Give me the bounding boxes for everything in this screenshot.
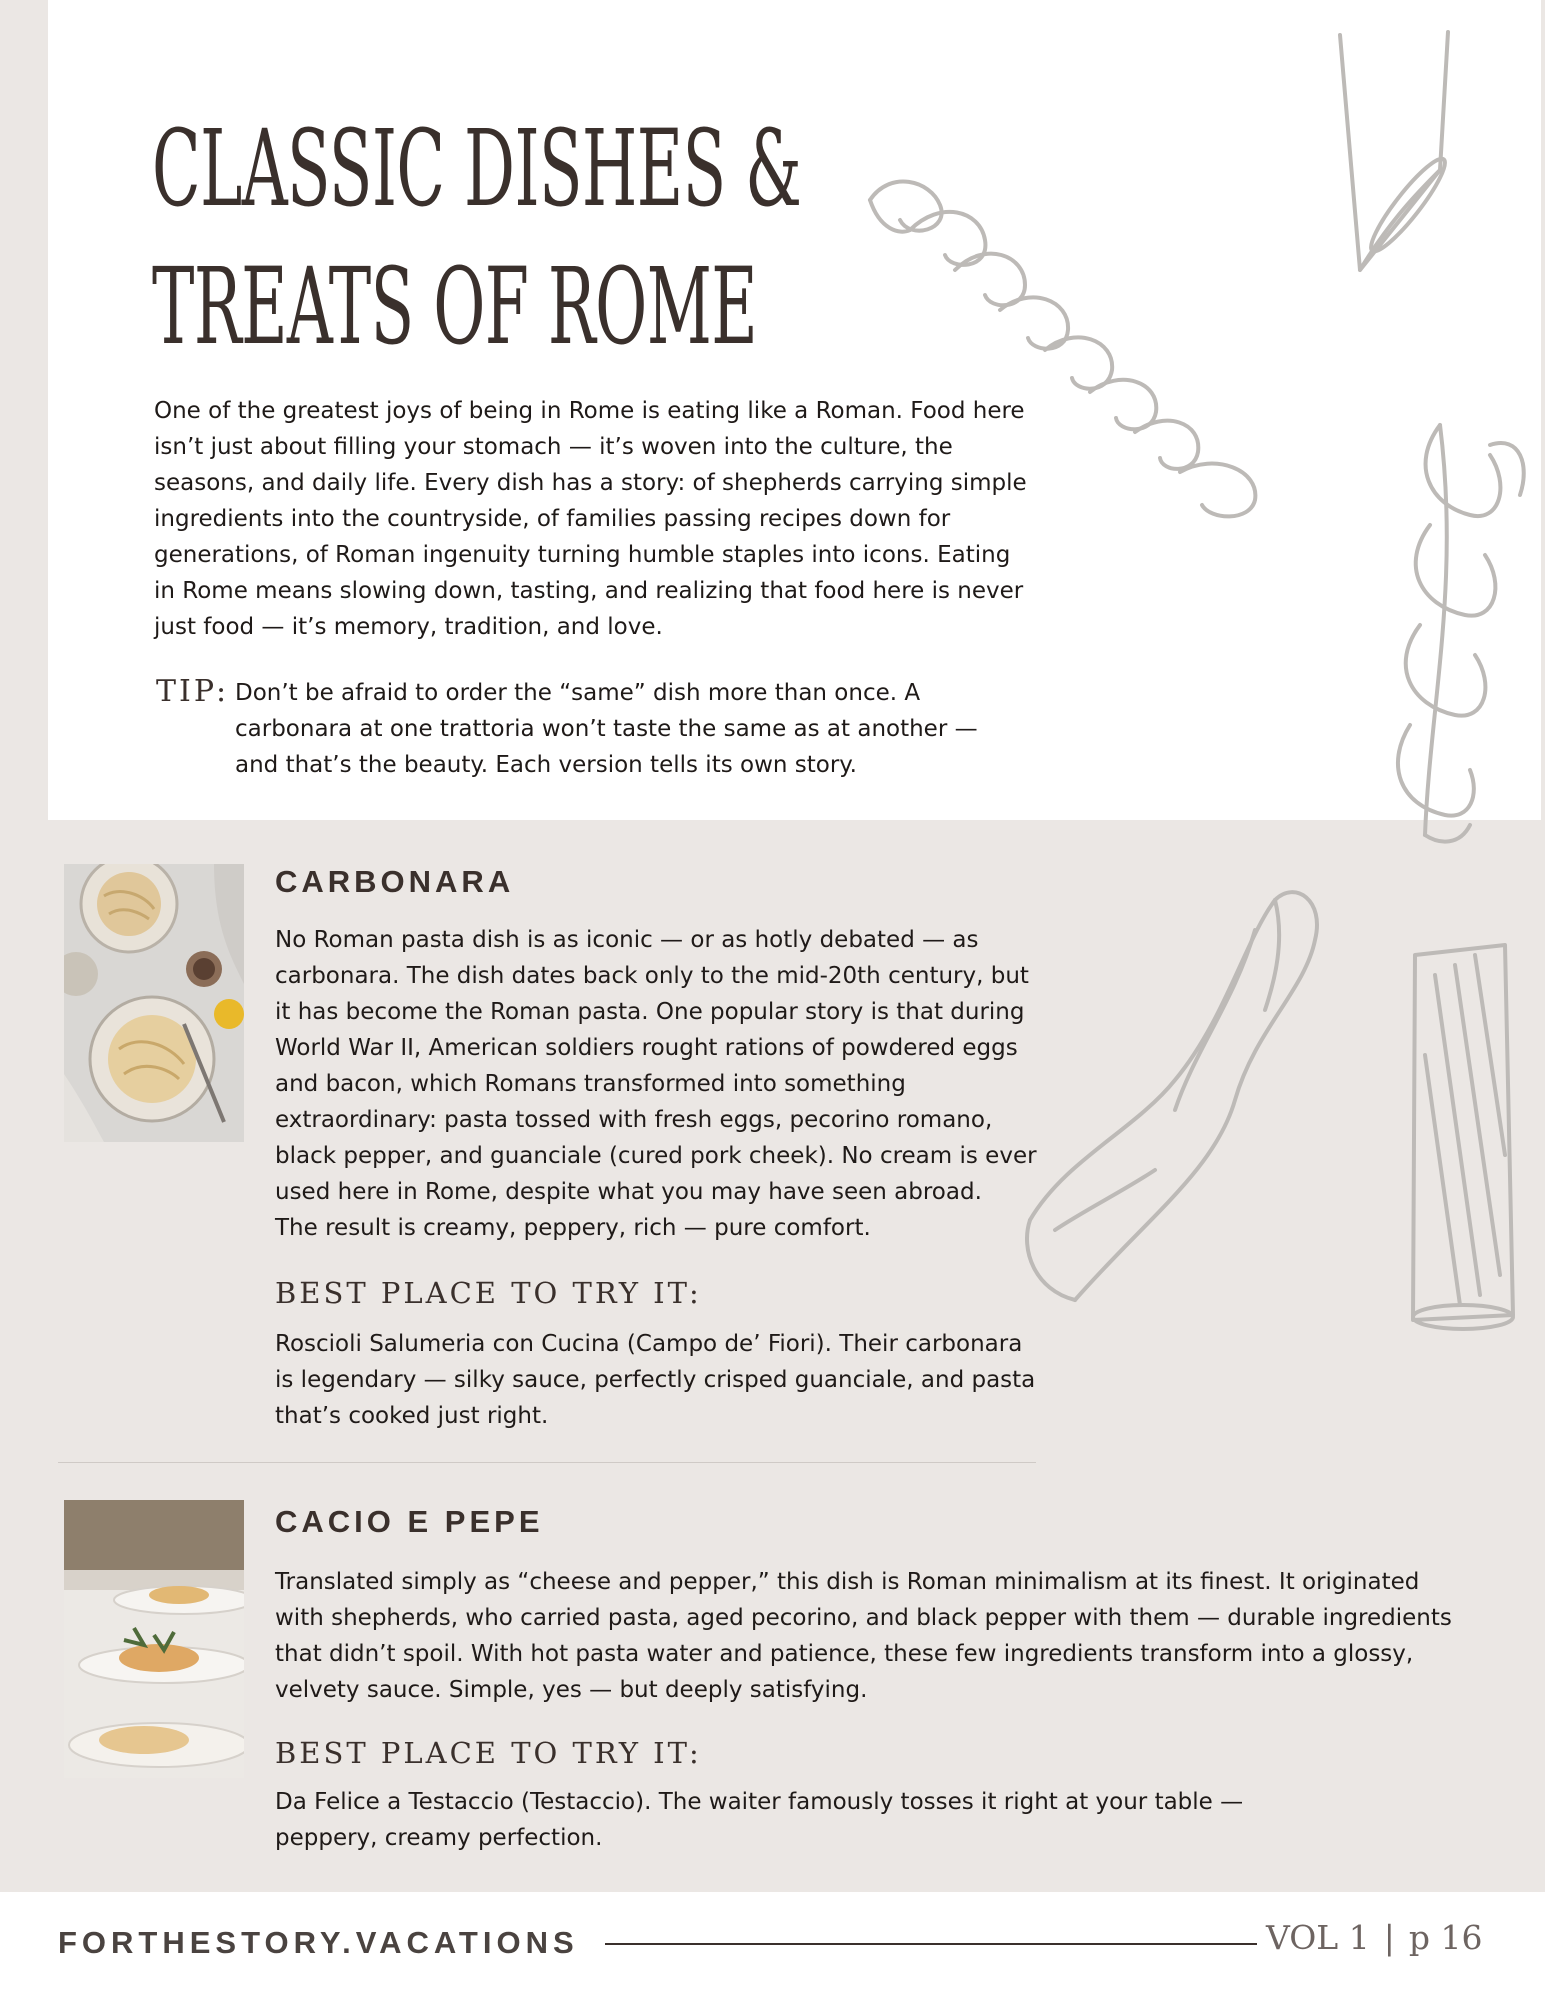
carbonara-photo	[64, 864, 244, 1142]
footer-volume-page	[1266, 1918, 1482, 1957]
carbonara-best-place-text: Roscioli Salumeria con Cucina (Campo de’ Fiori). Their carbonara is legendary — silky sauce, perfectly crisped guanciale, and pasta that’s cooked just right.	[275, 1331, 1036, 1429]
page-title-line-2: TREATS OF ROME	[152, 245, 758, 368]
footer-website: FORTHESTORY.VACATIONS	[58, 1925, 579, 1960]
right-margin-strip	[1541, 0, 1545, 1892]
left-margin-strip	[0, 0, 48, 820]
footer-volume: VOL 1	[1266, 1918, 1370, 1957]
tip-text: Don’t be afraid to order the “same” dish more than once. A carbonara at one trattoria won’t taste the same as at another — and that’s the beauty. Each version tells its own story.	[235, 680, 978, 778]
rigatoni-pasta-icon	[1405, 935, 1525, 1335]
cacio-e-pepe-best-place-text: Da Felice a Testaccio (Testaccio). The waiter famously tosses it right at your table — peppery, creamy perfection.	[275, 1789, 1244, 1851]
intro-paragraph: One of the greatest joys of being in Rome is eating like a Roman. Food here isn’t just about filling your stomach — it’s woven into the culture, the seasons, and daily life. Every dish has a story: of shepherds carrying simple ingredients into the countryside, of families passing recipes down for generations, of Roman ingenuity turning humble staples into icons. Eating in Rome means slowing down, tasting, and realizing that food here is never just food — it’s memory, tradition, and love.	[154, 398, 1027, 640]
page-title	[152, 100, 801, 376]
cacio-e-pepe-photo	[64, 1500, 244, 1778]
dish-title-carbonara: CARBONARA	[275, 864, 515, 899]
carbonara-description: No Roman pasta dish is as iconic — or as hotly debated — as carbonara. The dish dates back only to the mid-20th century, but it has become the Roman pasta. One popular story is that during World War II, American soldiers rought rations of powdered eggs and bacon, which Romans transformed into something extraordinary: pasta tossed with fresh eggs, pecorino romano, black pepper, and guanciale (cured pork cheek). No cream is ever used here in Rome, despite what you may have seen abroad. The result is creamy, peppery, rich — pure comfort.	[275, 927, 1037, 1241]
footer-separator: |	[1383, 1918, 1395, 1957]
cacio-e-pepe-best-place-label: BEST PLACE TO TRY IT:	[275, 1736, 702, 1770]
cacio-e-pepe-description: Translated simply as “cheese and pepper,” this dish is Roman minimalism at its finest. It originated with shepherds, who carried pasta, aged pecorino, and black pepper with them — durable ingredients that didn’t spoil. With hot pasta water and patience, these few ingredients transform into a glossy, velvety sauce. Simple, yes — but deeply satisfying.	[275, 1569, 1452, 1703]
page-title-line-1: CLASSIC DISHES &	[152, 107, 802, 230]
dish-title-cacio-e-pepe: CACIO E PEPE	[275, 1504, 544, 1539]
penne-pasta-icon	[1320, 20, 1460, 310]
gemelli-pasta-icon	[1370, 405, 1540, 855]
twisted-pasta-icon	[1025, 880, 1345, 1320]
section-divider	[58, 1462, 1036, 1463]
carbonara-best-place-label: BEST PLACE TO TRY IT:	[275, 1276, 702, 1310]
tip-label: TIP:	[156, 674, 230, 709]
footer-rule	[605, 1943, 1257, 1945]
footer-page-number: p 16	[1408, 1918, 1483, 1957]
